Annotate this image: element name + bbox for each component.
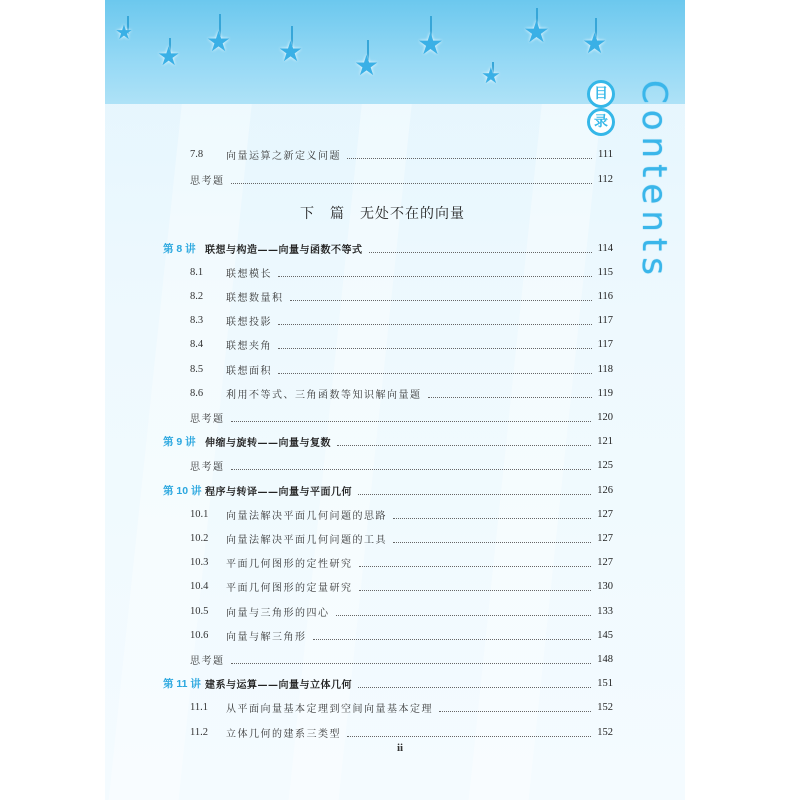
entry-page: 145 — [597, 629, 613, 641]
star-icon: ★ — [206, 25, 232, 58]
entry-number: 7.8 — [190, 148, 204, 160]
toc-entry[interactable] — [190, 407, 613, 427]
entry-title: 利用不等式、三角函数等知识解向量题 — [226, 389, 422, 401]
toc-entry[interactable] — [190, 504, 613, 524]
page-number: ii — [396, 742, 404, 754]
entry-page: 152 — [597, 726, 613, 738]
star-icon: ★ — [582, 27, 608, 60]
entry-title: 思考题 — [190, 462, 225, 474]
entry-number: 8.1 — [190, 266, 204, 278]
toc-chapter-entry[interactable] — [163, 480, 613, 500]
toc-entry[interactable] — [190, 553, 613, 573]
chapter-number: 第 11 讲 — [163, 678, 201, 691]
entry-title: 思考题 — [190, 175, 225, 187]
entry-number: 8.3 — [190, 315, 204, 327]
entry-number: 8.5 — [190, 363, 204, 375]
toc-entry[interactable] — [190, 625, 613, 645]
leader-dots — [278, 340, 592, 349]
entry-title: 联想投影 — [226, 317, 272, 329]
entry-title: 联想面积 — [226, 365, 272, 377]
entry-title: 向量法解决平面几何问题的工具 — [226, 534, 387, 546]
entry-title: 建系与运算——向量与立体几何 — [205, 680, 352, 692]
leader-dots — [336, 607, 592, 616]
entry-number: 8.2 — [190, 290, 204, 302]
entry-number: 10.2 — [190, 532, 209, 544]
star-icon: ★ — [354, 49, 380, 82]
entry-page: 151 — [597, 678, 613, 690]
leader-dots — [337, 437, 591, 446]
entry-title: 思考题 — [190, 413, 225, 425]
entry-page: 130 — [597, 581, 613, 593]
lu-circle: 录 — [587, 108, 615, 136]
entry-page: 114 — [597, 242, 613, 254]
entry-number: 11.1 — [190, 702, 208, 714]
leader-dots — [278, 316, 592, 325]
leader-dots — [359, 582, 592, 591]
toc-entry[interactable] — [190, 262, 613, 282]
entry-title: 立体几何的建系三类型 — [226, 728, 341, 740]
toc-entry[interactable] — [190, 311, 613, 331]
entry-title: 向量与三角形的四心 — [226, 607, 330, 619]
leader-dots — [278, 365, 592, 374]
entry-page: 112 — [597, 173, 613, 185]
chapter-number: 第 8 讲 — [163, 242, 196, 255]
leader-dots — [439, 703, 591, 712]
toc-entry[interactable] — [190, 169, 613, 189]
entry-page: 115 — [597, 266, 613, 278]
leader-dots — [313, 631, 592, 640]
entry-title: 伸缩与旋转——向量与复数 — [205, 438, 331, 450]
toc-chapter-entry[interactable] — [163, 674, 613, 694]
entry-number: 8.6 — [190, 387, 204, 399]
entry-page: 127 — [597, 557, 613, 569]
entry-title: 联想模长 — [226, 268, 272, 280]
entry-page: 119 — [597, 387, 613, 399]
toc-entry[interactable] — [190, 698, 613, 718]
leader-dots — [358, 486, 591, 495]
part-title: 下 篇 无处不在的向量 — [300, 206, 465, 222]
entry-number: 10.4 — [190, 581, 209, 593]
entry-title: 联想与构造——向量与函数不等式 — [205, 244, 363, 256]
toc-entry[interactable] — [190, 335, 613, 355]
toc-entry[interactable] — [190, 359, 613, 379]
toc-entry[interactable] — [190, 286, 613, 306]
entry-page: 118 — [597, 363, 613, 375]
leader-dots — [347, 150, 592, 159]
entry-page: 116 — [597, 290, 613, 302]
entry-page: 121 — [597, 436, 613, 448]
entry-number: 8.4 — [190, 339, 204, 351]
star-icon: ★ — [523, 15, 550, 50]
star-icon: ★ — [417, 27, 444, 62]
entry-page: 133 — [597, 605, 613, 617]
entry-page: 117 — [597, 339, 613, 351]
contents-word: Contents — [634, 80, 674, 281]
toc-chapter-entry[interactable] — [163, 432, 613, 452]
chapter-number: 第 9 讲 — [163, 436, 196, 449]
chapter-number: 第 10 讲 — [163, 484, 202, 497]
mu-circle: 目 — [587, 80, 615, 108]
entry-title: 从平面向量基本定理到空间向量基本定理 — [226, 704, 433, 716]
entry-title: 向量运算之新定义问题 — [226, 150, 341, 162]
entry-page: 111 — [598, 148, 613, 160]
entry-number: 11.2 — [190, 726, 208, 738]
entry-title: 思考题 — [190, 655, 225, 667]
entry-page: 127 — [597, 508, 613, 520]
entry-page: 125 — [597, 460, 613, 472]
leader-dots — [428, 389, 592, 398]
toc-chapter-entry[interactable] — [163, 238, 613, 258]
toc-entry[interactable] — [190, 577, 613, 597]
leader-dots — [359, 558, 592, 567]
entry-title: 平面几何图形的定性研究 — [226, 559, 353, 571]
entry-page: 148 — [597, 653, 613, 665]
star-icon: ★ — [115, 20, 133, 44]
entry-number: 10.1 — [190, 508, 209, 520]
entry-title: 向量法解决平面几何问题的思路 — [226, 510, 387, 522]
entry-title: 联想夹角 — [226, 341, 272, 353]
entry-title: 平面几何图形的定量研究 — [226, 583, 353, 595]
leader-dots — [347, 728, 591, 737]
toc-entry[interactable] — [190, 649, 613, 669]
toc-entry[interactable] — [190, 722, 613, 742]
toc-entry[interactable] — [190, 601, 613, 621]
toc-entry[interactable] — [190, 144, 613, 164]
entry-title: 程序与转译——向量与平面几何 — [205, 486, 352, 498]
leader-dots — [393, 510, 591, 519]
star-icon: ★ — [481, 64, 501, 89]
toc-entry[interactable] — [190, 383, 613, 403]
entry-number: 10.6 — [190, 629, 209, 641]
entry-number: 10.3 — [190, 557, 209, 569]
leader-dots — [231, 175, 592, 184]
entry-page: 152 — [597, 702, 613, 714]
leader-dots — [231, 461, 592, 470]
star-icon: ★ — [278, 35, 304, 68]
entry-page: 120 — [597, 411, 613, 423]
leader-dots — [231, 655, 592, 664]
entry-number: 10.5 — [190, 605, 209, 617]
leader-dots — [290, 292, 592, 301]
toc-entry[interactable] — [190, 456, 613, 476]
entry-page: 126 — [597, 484, 613, 496]
leader-dots — [278, 268, 592, 277]
entry-title: 联想数量积 — [226, 292, 284, 304]
toc-entry[interactable] — [190, 528, 613, 548]
leader-dots — [358, 679, 591, 688]
leader-dots — [369, 244, 592, 253]
star-icon: ★ — [157, 42, 181, 72]
entry-page: 117 — [597, 315, 613, 327]
leader-dots — [393, 534, 591, 543]
leader-dots — [231, 413, 592, 422]
entry-page: 127 — [597, 532, 613, 544]
entry-title: 向量与解三角形 — [226, 631, 307, 643]
